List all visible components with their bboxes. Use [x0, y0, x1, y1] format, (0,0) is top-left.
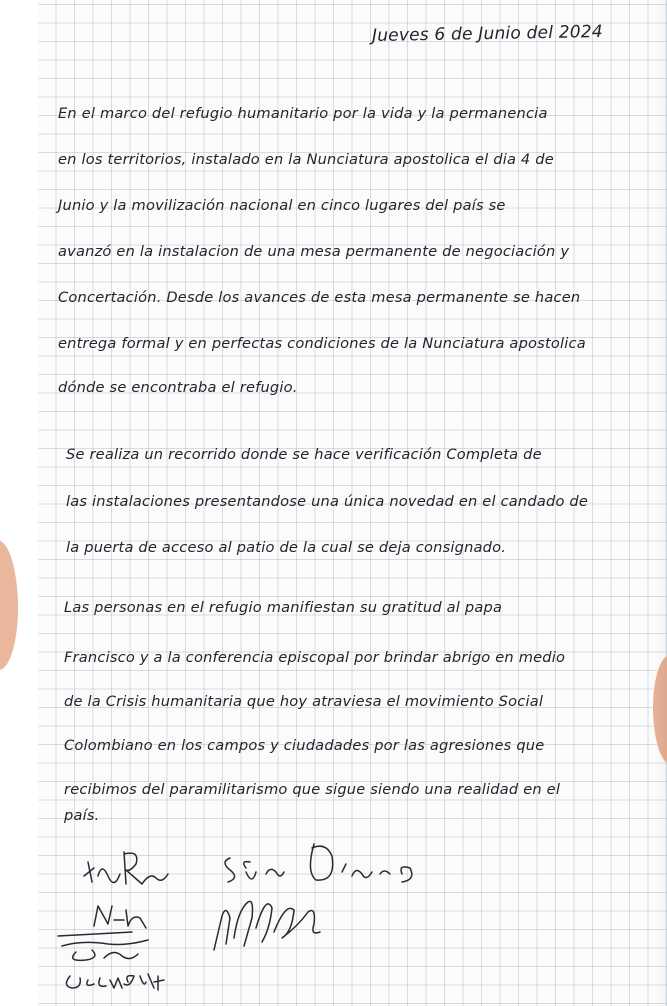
- paragraph-2-line-3: la puerta de acceso al patio de la cual se deja consignado.: [66, 539, 507, 556]
- paragraph-1-line-7: dónde se encontraba el refugio.: [58, 379, 298, 396]
- left-thumb: [0, 540, 18, 670]
- right-thumb: [653, 655, 667, 765]
- paragraph-3-line-6: país.: [64, 807, 100, 824]
- paragraph-3-line-4: Colombiano en los campos y ciudadades por las agresiones que: [64, 737, 545, 754]
- paragraph-3-line-3: de la Crisis humanitaria que hoy atraviesa el movimiento Social: [64, 693, 544, 710]
- paragraph-3-line-2: Francisco y a la conferencia episcopal por brindar abrigo en medio: [64, 649, 566, 666]
- letter-date: Jueves 6 de Junio del 2024: [371, 21, 604, 47]
- paragraph-2-line-1: Se realiza un recorrido donde se hace verificación Completa de: [66, 446, 542, 463]
- paragraph-1-line-5: Concertación. Desde los avances de esta mesa permanente se hacen: [58, 289, 581, 306]
- signature-1: [80, 832, 420, 896]
- paragraph-3-line-1: Las personas en el refugio manifiestan su gratitud al papa: [64, 599, 503, 616]
- paragraph-1-line-1: En el marco del refugio humanitario por la vida y la permanencia: [58, 105, 548, 122]
- paragraph-3-line-5: recibimos del paramilitarismo que sigue siendo una realidad en el: [64, 781, 561, 798]
- paragraph-1-line-4: avanzó en la instalacion de una mesa permanente de negociación y: [58, 243, 570, 260]
- paragraph-2-line-2: las instalaciones presentandose una única novedad en el candado de: [66, 493, 589, 510]
- signature-5: [60, 962, 170, 998]
- paragraph-1-line-3: Junio y la movilización nacional en cinco lugares del país se: [58, 197, 506, 214]
- paragraph-1-line-2: en los territorios, instalado en la Nunciatura apostolica el dia 4 de: [58, 151, 554, 168]
- paragraph-1-line-6: entrega formal y en perfectas condiciones de la Nunciatura apostolica: [58, 335, 586, 352]
- signature-3: [200, 888, 330, 958]
